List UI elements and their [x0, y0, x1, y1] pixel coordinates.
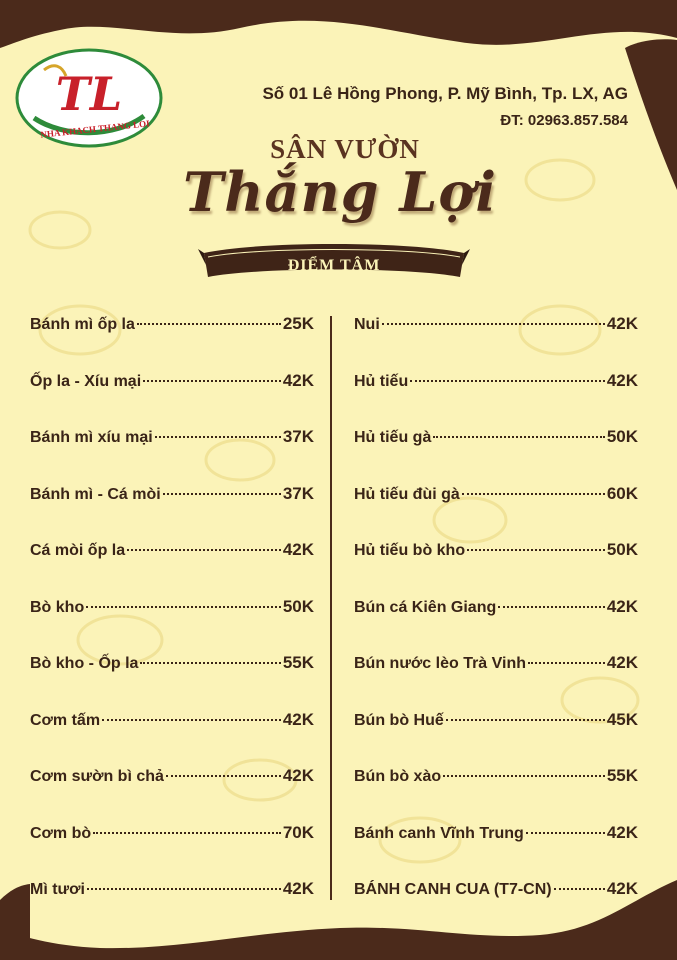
- item-price: 50K: [606, 427, 638, 446]
- restaurant-title: Thắng Lợi: [183, 160, 497, 224]
- item-name: Hủ tiếu gà: [354, 429, 432, 446]
- menu-item: [30, 314, 314, 371]
- item-name: Bún bò Huế: [354, 711, 444, 729]
- section-ribbon: [198, 225, 470, 287]
- item-price: 45K: [606, 709, 638, 729]
- item-price: 42K: [282, 370, 314, 390]
- dot-leader: [127, 549, 281, 551]
- menu-item: [30, 766, 314, 823]
- dot-leader: [498, 606, 605, 608]
- dot-leader: [87, 888, 281, 890]
- menu-item: [30, 371, 314, 428]
- item-price: 42K: [606, 370, 638, 390]
- item-name: Mì tươi: [30, 881, 85, 898]
- item-price: 37K: [282, 483, 314, 503]
- item-name: Bún nước lèo Trà Vinh: [354, 655, 527, 672]
- item-price: 42K: [606, 879, 638, 898]
- menu-item: [354, 879, 638, 936]
- item-name: Bánh mì xíu mại: [30, 429, 153, 446]
- item-price: 60K: [606, 483, 638, 503]
- menu-column-left: [30, 314, 314, 936]
- item-name: Bánh mì ốp la: [30, 316, 135, 333]
- dot-leader: [137, 323, 281, 325]
- phone-number: ĐT: 02963.857.584: [500, 112, 628, 129]
- dot-leader: [433, 436, 604, 438]
- dot-leader: [140, 662, 280, 664]
- item-name: Cơm bò: [30, 824, 92, 842]
- item-price: 42K: [282, 879, 314, 898]
- item-price: 42K: [606, 653, 638, 672]
- dot-leader: [462, 493, 605, 495]
- dot-leader: [166, 775, 281, 777]
- item-price: 42K: [606, 314, 638, 333]
- item-price: 50K: [282, 596, 314, 616]
- item-price: 37K: [282, 427, 314, 446]
- item-name: Ốp la - Xíu mại: [30, 372, 142, 390]
- item-price: 25K: [282, 314, 314, 333]
- menu-item: [354, 540, 638, 597]
- menu-item: [354, 710, 638, 767]
- item-price: 55K: [606, 766, 638, 785]
- item-name: Bún bò xào: [354, 768, 442, 785]
- menu-item: [30, 653, 314, 710]
- item-name: Cá mòi ốp la: [30, 542, 126, 559]
- item-price: 42K: [282, 540, 314, 559]
- item-price: 50K: [606, 540, 638, 559]
- dot-leader: [554, 888, 605, 890]
- section-title: ĐIỂM TÂM: [287, 257, 381, 274]
- item-name: Hủ tiếu: [354, 372, 409, 390]
- dot-leader: [528, 662, 605, 664]
- dot-leader: [410, 380, 605, 382]
- item-name: Bánh mì - Cá mòi: [30, 485, 161, 503]
- menu-item: [354, 766, 638, 823]
- menu-item: [354, 314, 638, 371]
- logo-monogram: TL: [55, 67, 123, 121]
- menu-item: [354, 653, 638, 710]
- item-price: 42K: [282, 709, 314, 729]
- item-name: Cơm tấm: [30, 711, 101, 729]
- dot-leader: [102, 719, 281, 721]
- menu-item: [30, 484, 314, 541]
- item-price: 70K: [282, 822, 314, 842]
- menu-item: [30, 879, 314, 936]
- menu-item: [354, 484, 638, 541]
- item-name: Hủ tiếu bò kho: [354, 542, 466, 559]
- menu-item: [30, 823, 314, 880]
- dot-leader: [86, 606, 281, 608]
- item-name: Hủ tiếu đùi gà: [354, 485, 460, 503]
- dot-leader: [446, 719, 605, 721]
- menu-item: [354, 823, 638, 880]
- item-price: 42K: [606, 596, 638, 616]
- dot-leader: [467, 549, 605, 551]
- column-divider: [330, 316, 332, 900]
- menu-column-right: [354, 314, 638, 936]
- subtitle: SÂN VƯỜN: [270, 134, 420, 164]
- menu-item: [354, 371, 638, 428]
- dot-leader: [382, 323, 605, 325]
- item-price: 42K: [282, 766, 314, 785]
- menu-item: [30, 427, 314, 484]
- menu-item: [30, 540, 314, 597]
- item-name: Bún cá Kiên Giang: [354, 598, 497, 616]
- item-name: Bò kho - Ốp la: [30, 655, 139, 672]
- item-name: Bò kho: [30, 598, 85, 616]
- dot-leader: [443, 775, 605, 777]
- logo-text: NHA KHACH THANG LOI: [39, 118, 151, 140]
- item-price: 55K: [282, 653, 314, 672]
- dot-leader: [155, 436, 281, 438]
- item-name: Bánh canh Vĩnh Trung: [354, 824, 524, 842]
- menu-item: [354, 597, 638, 654]
- dot-leader: [163, 493, 281, 495]
- address: Số 01 Lê Hồng Phong, P. Mỹ Bình, Tp. LX, AG: [262, 84, 628, 103]
- menu-item: [30, 710, 314, 767]
- dot-leader: [143, 380, 281, 382]
- dot-leader: [93, 832, 281, 834]
- item-price: 42K: [606, 822, 638, 842]
- item-name: BÁNH CANH CUA (T7-CN): [354, 881, 552, 898]
- item-name: Nui: [354, 316, 380, 333]
- dot-leader: [526, 832, 605, 834]
- item-name: Cơm sườn bì chả: [30, 768, 164, 785]
- menu-item: [354, 427, 638, 484]
- menu-item: [30, 597, 314, 654]
